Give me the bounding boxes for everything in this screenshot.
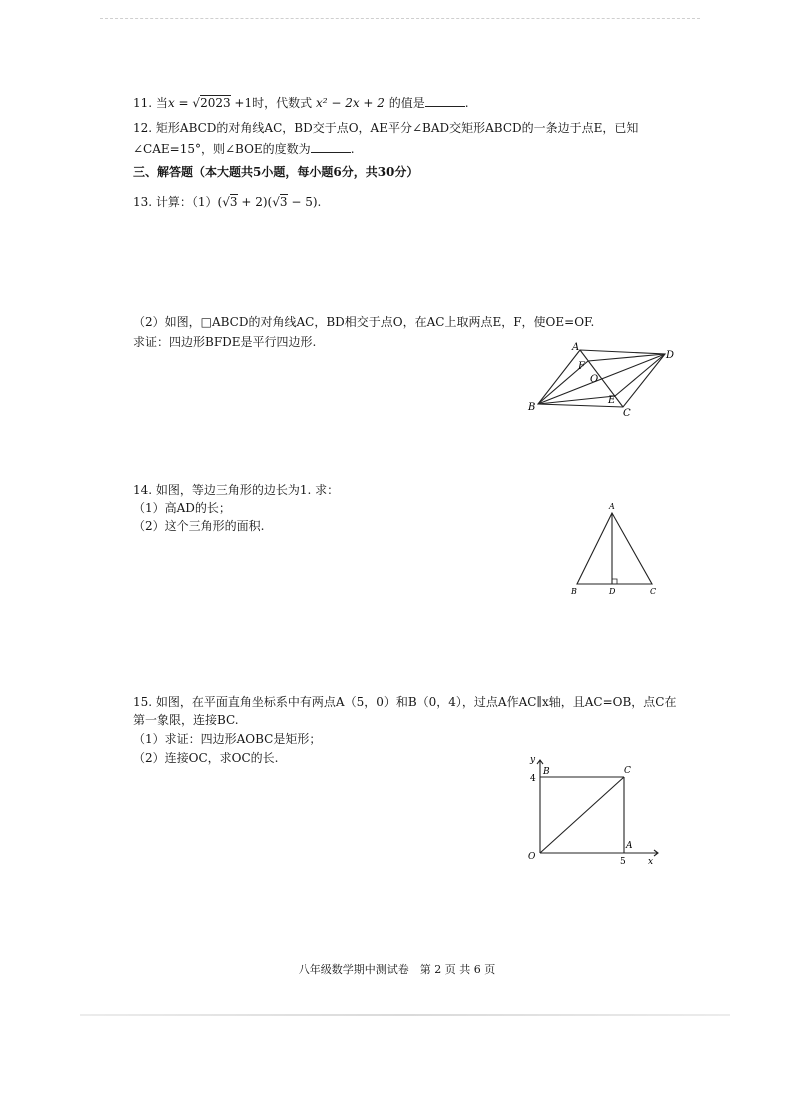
q12-line-2 bbox=[133, 140, 355, 157]
section-3-title: 三、解答题（本大题共5小题，每小题6分，共30分） bbox=[133, 165, 419, 179]
q11-expression: x² − 2x + 2 bbox=[315, 96, 385, 110]
triangle-abc bbox=[577, 513, 652, 584]
label-b: B bbox=[528, 402, 536, 413]
q11-text-2: +1时，代数式 bbox=[230, 96, 313, 110]
q11-eq: = bbox=[174, 96, 193, 110]
question-11: 11. 当x = √2023 +1时，代数式 x² − 2x + 2 的值是 . bbox=[133, 96, 469, 110]
triangle-figure bbox=[565, 498, 665, 598]
q13-period: . bbox=[317, 195, 322, 209]
label-o: O bbox=[528, 852, 536, 862]
label-f: F bbox=[578, 361, 585, 372]
q11-text-1: 当 bbox=[155, 96, 168, 110]
tick-label-5: 5 bbox=[620, 857, 626, 867]
label-a: A bbox=[609, 502, 615, 511]
question-13-part-1: 13. 计算：（1）(√3 + 2)(√3 − 5). bbox=[133, 195, 322, 209]
q13-radicand-2: 3 bbox=[279, 195, 288, 209]
coordinate-figure bbox=[520, 752, 670, 867]
q13-part-2-line-2: 求证：四边形BFDE是平行四边形. bbox=[133, 335, 317, 349]
label-d: D bbox=[666, 350, 675, 361]
q14-line-1: 14. 如图，等边三角形的边长为1. 求： bbox=[133, 483, 340, 497]
label-b: B bbox=[571, 587, 577, 596]
segment-de bbox=[615, 354, 665, 396]
page-footer: 八年级数学期中测试卷 第 2 页 共 6 页 bbox=[298, 963, 496, 976]
q13-radicand-1: 3 bbox=[229, 195, 238, 209]
q15-line-2: 第一象限，连接BC. bbox=[133, 713, 239, 727]
label-e: E bbox=[608, 395, 616, 406]
axis-label-x: x bbox=[648, 857, 654, 867]
q11-answer-blank bbox=[425, 94, 465, 107]
q13-mid: + 2)( bbox=[237, 195, 273, 209]
q12-answer-blank bbox=[311, 140, 351, 153]
label-c: C bbox=[623, 408, 631, 419]
tick-label-4: 4 bbox=[530, 774, 536, 784]
label-o: O bbox=[590, 374, 599, 385]
q13-part-2-line-1: （2）如图，□ABCD的对角线AC，BD相交于点O，在AC上取两点E，F，使OE=OF. bbox=[133, 315, 595, 329]
q11-text-3: 的值是 bbox=[388, 96, 425, 110]
q15-line-1: 15. 如图，在平面直角坐标系中有两点A（5，0）和B（0，4），过点A作AC∥x轴，且AC=OB，点C在 bbox=[133, 695, 677, 709]
parallelogram-figure bbox=[520, 340, 690, 420]
label-c: C bbox=[650, 587, 657, 596]
label-a: A bbox=[626, 841, 633, 851]
q15-line-4: （2）连接OC，求OC的长. bbox=[133, 751, 279, 765]
q13-paren-open: ( bbox=[217, 195, 223, 209]
q11-number: 11. bbox=[133, 96, 153, 110]
segment-fd bbox=[588, 354, 665, 361]
q11-radicand: 2023 bbox=[200, 96, 231, 110]
q13-paren-close: − 5) bbox=[287, 195, 318, 209]
q12-line-2-text: ∠CAE=15°，则∠BOE的度数为 bbox=[133, 142, 311, 156]
q14-line-2: （1）高AD的长； bbox=[133, 501, 231, 515]
right-angle-mark bbox=[612, 579, 617, 584]
scan-edge-top bbox=[100, 18, 700, 20]
label-c: C bbox=[624, 766, 631, 776]
q12-line-2-end: . bbox=[350, 142, 355, 156]
q12-line-1: 12. 矩形ABCD的对角线AC，BD交于点O，AE平分∠BAD交矩形ABCD的一条边于点E，已知 bbox=[133, 121, 639, 135]
q11-x: x bbox=[167, 96, 175, 110]
scan-edge-bottom bbox=[80, 1014, 730, 1016]
axis-label-y: y bbox=[530, 755, 536, 765]
q15-line-3: （1）求证：四边形AOBC是矩形； bbox=[133, 732, 322, 746]
label-d: D bbox=[609, 587, 616, 596]
label-a: A bbox=[572, 342, 580, 353]
segment-oc bbox=[540, 777, 624, 853]
q14-line-3: （2）这个三角形的面积. bbox=[133, 519, 265, 533]
q13-label: 13. 计算：（1） bbox=[133, 195, 218, 209]
q11-text-4: . bbox=[464, 96, 469, 110]
label-b: B bbox=[543, 767, 550, 777]
